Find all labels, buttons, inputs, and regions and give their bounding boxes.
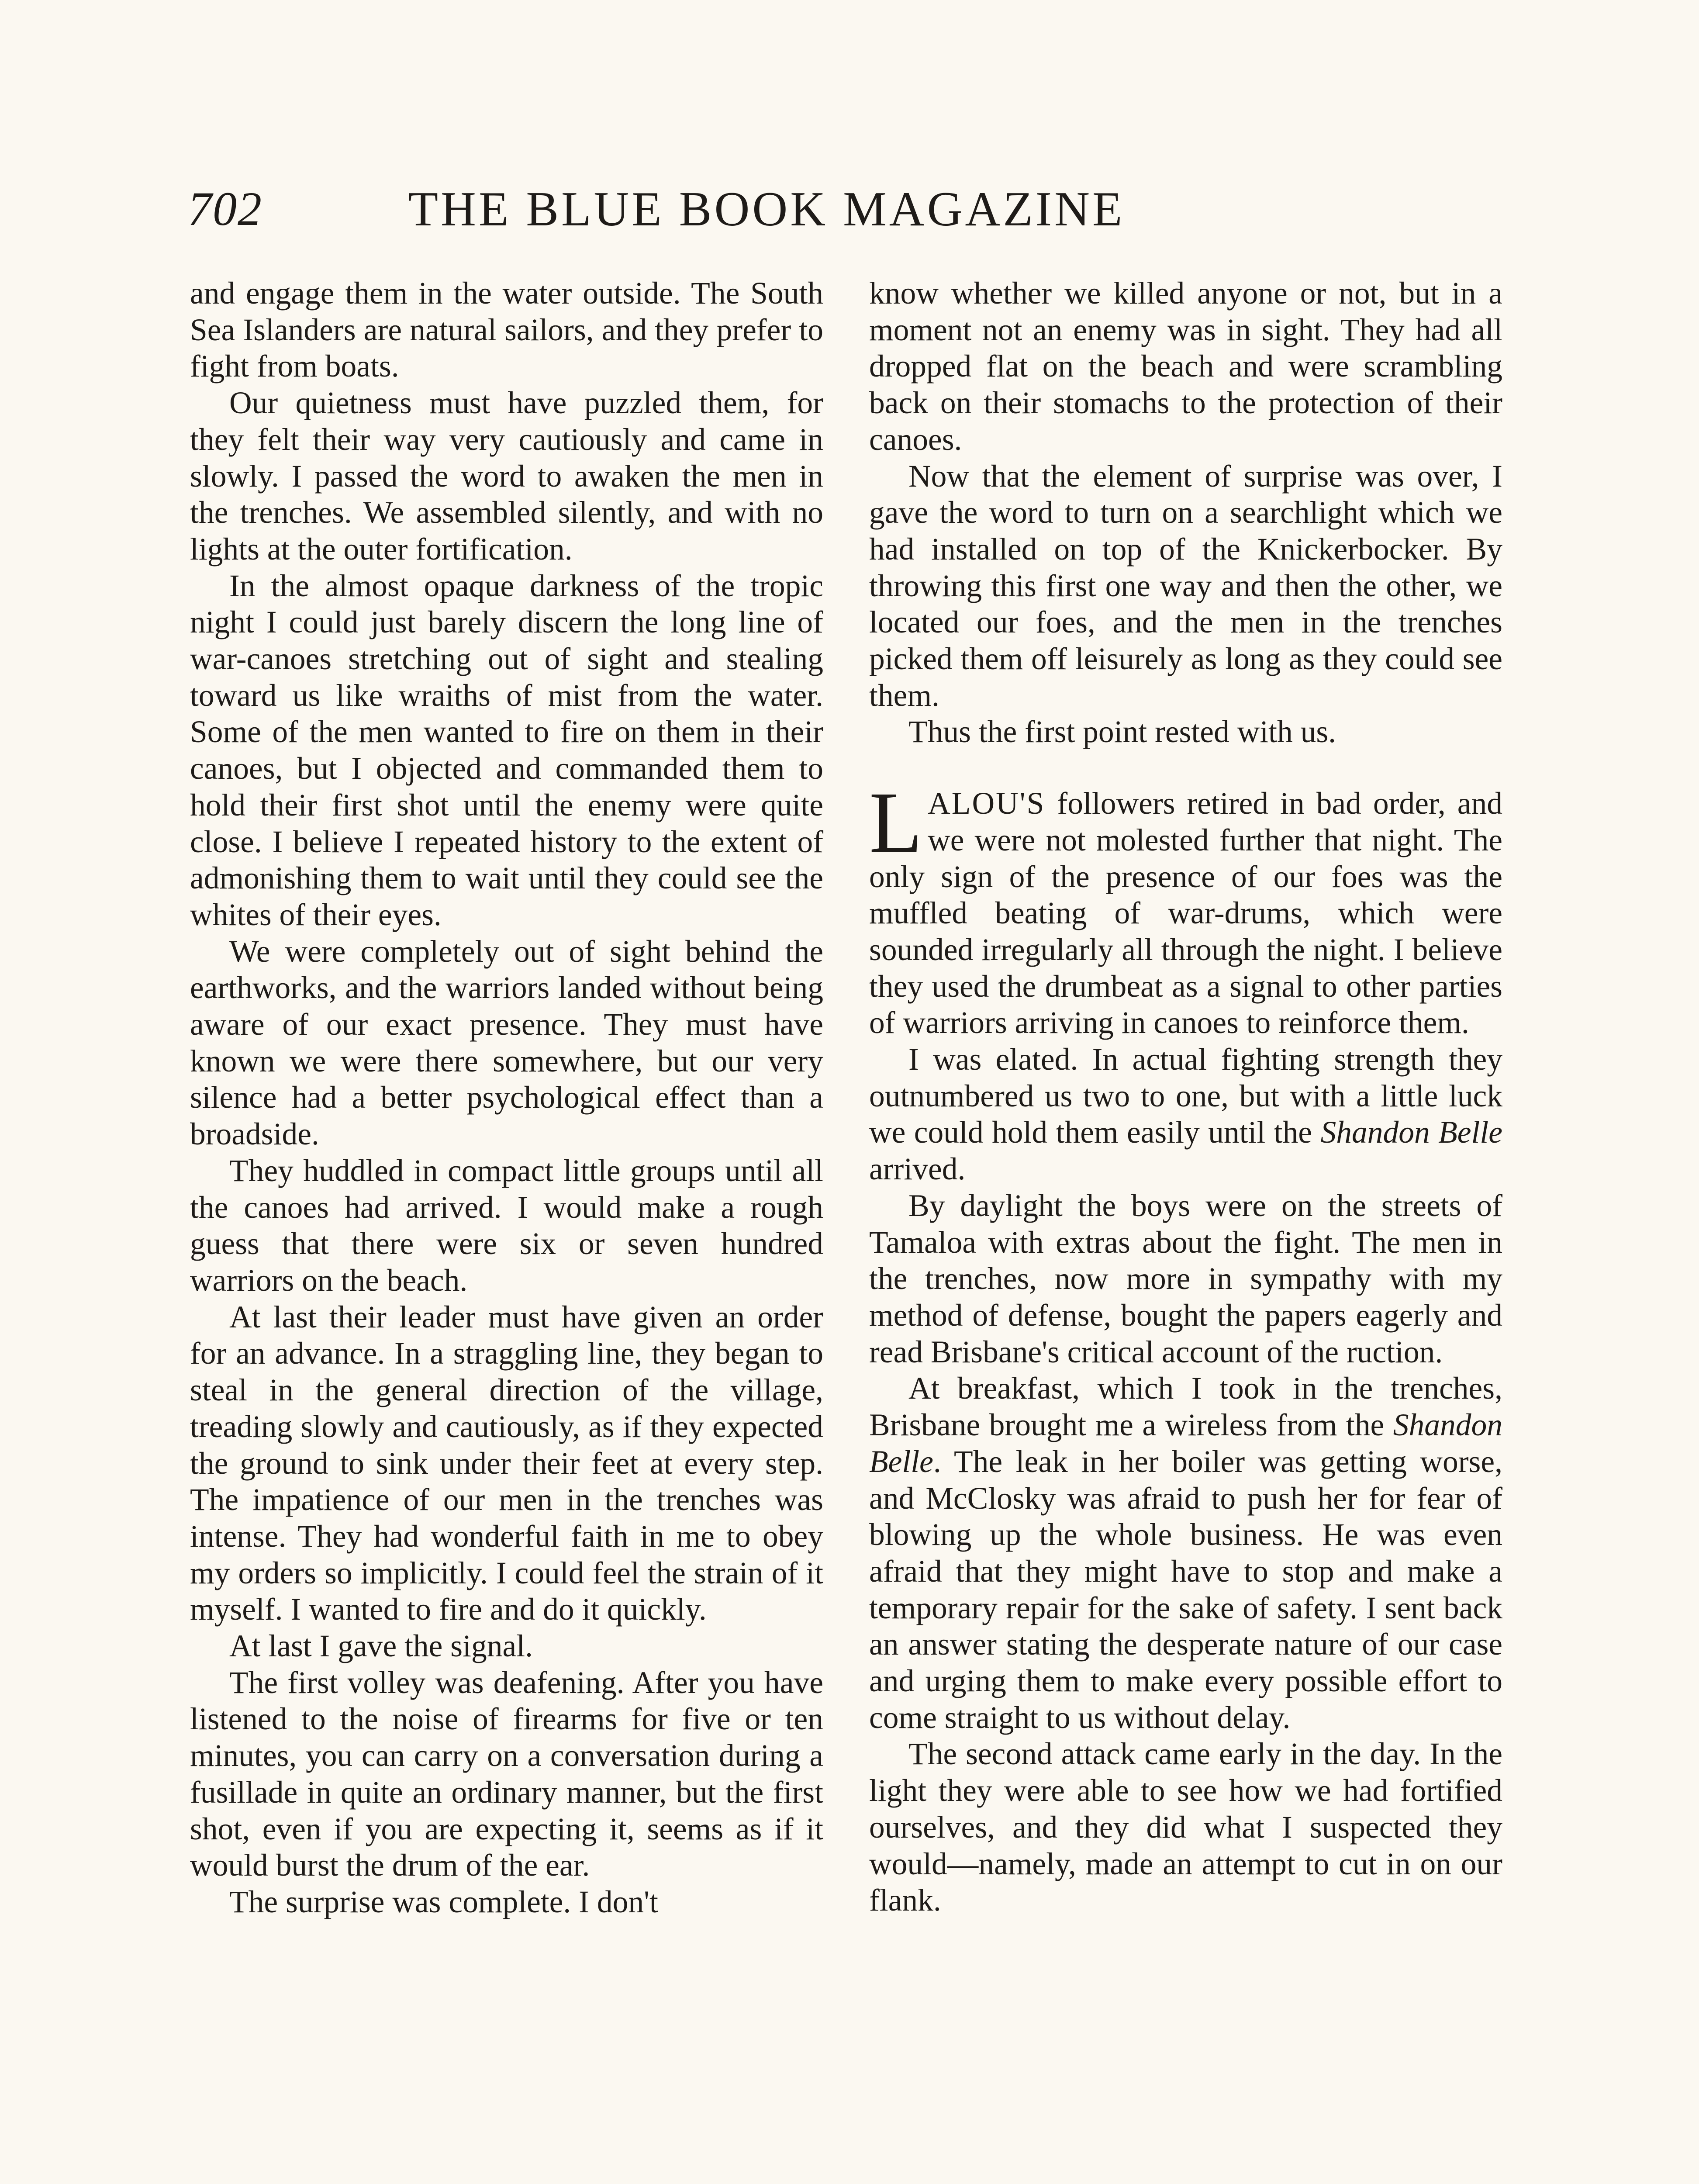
ship-name: Shandon Belle [1320, 1115, 1502, 1150]
paragraph [869, 1041, 1502, 1188]
paragraph-text: At breakfast, which I took in the trenches, Brisbane brought me a wireless from the [869, 1371, 1502, 1443]
page-number: 702 [188, 182, 262, 235]
paragraph: know whether we killed anyone or not, but in a moment not an enemy was in sight. They had all dropped flat on the beach and were scrambling back on their stomachs to the protection of their canoes. [869, 276, 1502, 457]
section-break [869, 750, 1502, 785]
paragraph: They huddled in compact little groups until all the canoes had arrived. I would make a rough guess that there were six or seven hundred warriors on the beach. [190, 1153, 823, 1298]
paragraph-text: I was elated. In actual fighting strength they outnumbered us two to one, but with a little luck we could hold them easily until the [869, 1042, 1502, 1150]
paragraph-text: . The leak in her boiler was getting worse, and McClosky was afraid to push her for fear of blowing up the whole business. He was even afraid that they might have to stop and make a temporary repair for the sake of safety. I sent back an answer stating the desperate nature of our case and urging them to make every possible effort to come straight to us without delay. [869, 1444, 1502, 1735]
magazine-title: THE BLUE BOOK MAGAZINE [408, 182, 1125, 236]
paragraph: Thus the first point rested with us. [908, 715, 1336, 750]
drop-cap: L [869, 774, 923, 871]
right-column [869, 275, 1502, 1919]
ship-name: Shandon Belle [869, 1408, 1502, 1479]
paragraph-text: followers retired in bad order, and we were not molested further that night. The only sign of the presence of our foes was the muffled beating of war-drums, which were sounded irregularly all through the night. I believe they used the drumbeat as a signal to other parties of warriors arriving in canoes to reinforce them. [869, 786, 1502, 1040]
paragraph: The surprise was complete. I don't [229, 1884, 658, 1919]
paragraph: In the almost opaque darkness of the tropic night I could just barely discern the long line of war-canoes stretching out of sight and stealing toward us like wraiths of mist from the water. Some of the men wanted to fire on them in their canoes, but I objected and commanded them to hold their first shot until the enemy were quite close. I believe I repeated history to the extent of admonishing them to wait until they could see the whites of their eyes. [190, 568, 823, 932]
paragraph-text: arrived. [869, 1152, 966, 1187]
paragraph: Our quietness must have puzzled them, for they felt their way very cautiously and came in slowly. I passed the word to awaken the men in the trenches. We assembled silently, and with no lights at the outer fortification. [190, 386, 823, 567]
page-header [188, 173, 1214, 251]
paragraph: We were completely out of sight behind the earthworks, and the warriors landed without being aware of our exact presence. They must have known we were there somewhere, but our very silence had a better psychological effect than a broadside. [190, 934, 823, 1152]
paragraph [869, 1370, 1502, 1736]
paragraph: At last their leader must have given an order for an advance. In a straggling line, they began to steal in the general direction of the village, treading slowly and cautiously, as if they expected the ground to sink under their feet at every step. The impatience of our men in the trenches was intense. They had wonderful faith in me to obey my orders so implicitly. I could feel the strain of it myself. I wanted to fire and do it quickly. [190, 1299, 823, 1627]
drop-cap-word: ALOU'S [928, 786, 1046, 821]
paragraph: By daylight the boys were on the streets of Tamaloa with extras about the fight. The men in the trenches, now more in sympathy with my method of defense, bought the papers eagerly and read Brisbane's critical account of the ruction. [869, 1188, 1502, 1369]
drop-cap-paragraph [869, 774, 1502, 1041]
left-column [190, 275, 823, 1921]
paragraph: and engage them in the water outside. The South Sea Islanders are natural sailors, and they prefer to fight from boats. [190, 276, 823, 384]
paragraph: The first volley was deafening. After you have listened to the noise of firearms for five or ten minutes, you can carry on a conversation during a fusillade in quite an ordinary manner, but the first shot, even if you are expecting it, seems as if it would burst the drum of the ear. [190, 1665, 823, 1883]
paragraph: The second attack came early in the day. In the light they were able to see how we had fortified ourselves, and they did what I suspected they would—namely, made an attempt to cut in on our flank. [869, 1737, 1502, 1918]
paragraph: At last I gave the signal. [229, 1629, 533, 1664]
paragraph: Now that the element of surprise was over, I gave the word to turn on a searchlight which we had installed on top of the Knickerbocker. By throwing this first one way and then the other, we located our foes, and the men in the trenches picked them off leisurely as long as they could see them. [869, 459, 1502, 713]
